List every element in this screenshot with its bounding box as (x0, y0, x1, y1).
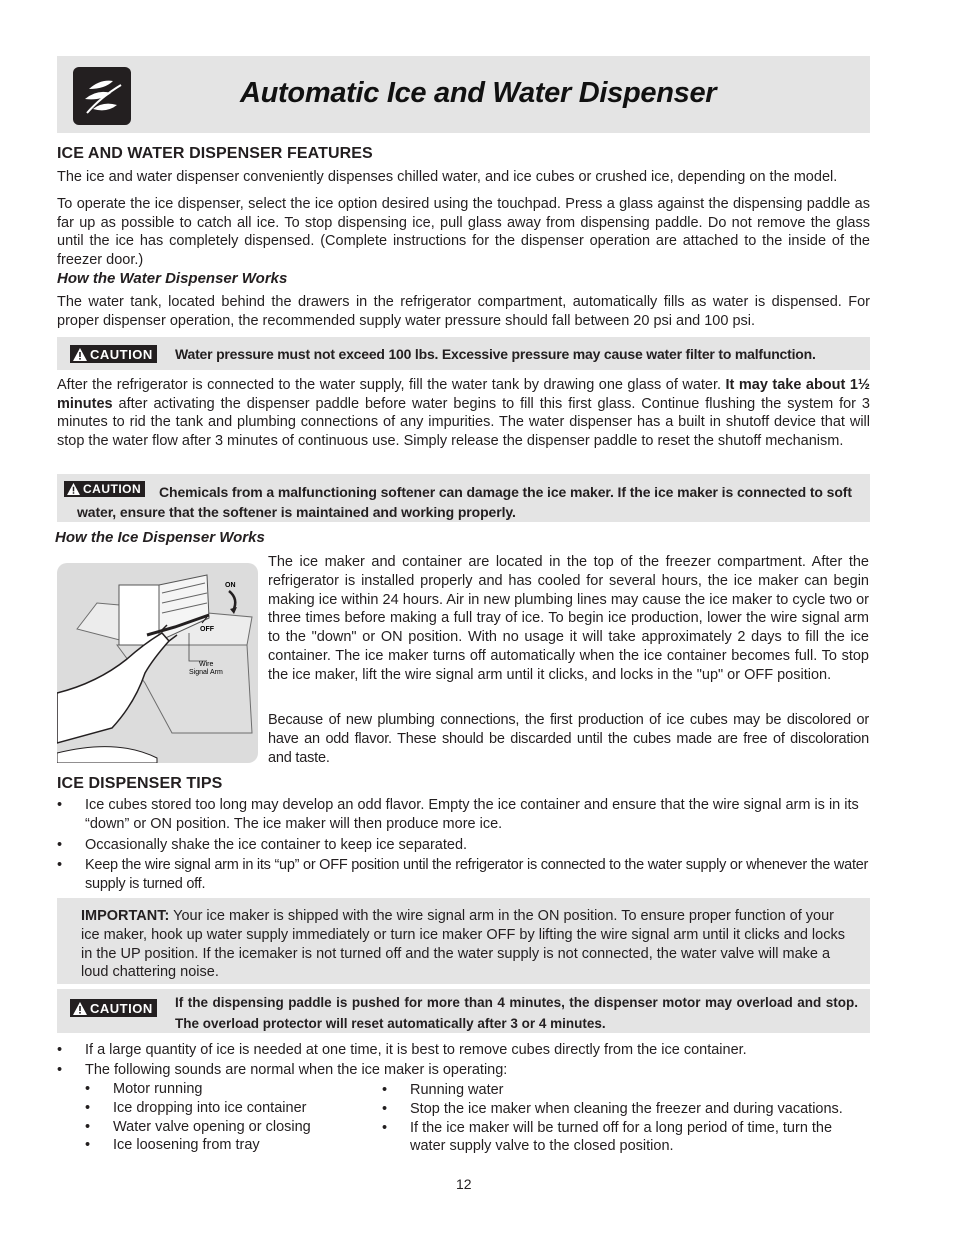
list-item: • The following sounds are normal when the ice maker is operating: (85, 1061, 870, 1080)
important-label: IMPORTANT: (81, 908, 170, 924)
figure-label-signal-arm: Signal Arm (189, 669, 223, 676)
list-item: • Water valve opening or closing (113, 1118, 373, 1137)
list-item: • Ice cubes stored too long may develop an odd flavor. Empty the ice container and ensure that the wire signal arm is in its “down” or ON position. The ice maker will then produce more ice. (85, 796, 870, 834)
tips-list (85, 796, 870, 894)
caution-label: CAUTION (83, 482, 142, 496)
page-title: Automatic Ice and Water Dispenser (240, 77, 717, 109)
water-heading: How the Water Dispenser Works (57, 270, 288, 287)
ice-maker-figure (57, 563, 258, 763)
list-item: • Occasionally shake the ice container to keep ice separated. (85, 836, 870, 855)
caution-label: CAUTION (90, 1000, 153, 1016)
list-item: • Ice dropping into ice container (113, 1099, 373, 1118)
tips-heading: ICE DISPENSER TIPS (57, 775, 223, 792)
figure-label-off: OFF (200, 626, 214, 633)
figure-label-wire: Wire (199, 661, 214, 668)
ice-leaves-logo-icon (73, 67, 131, 125)
features-heading: ICE AND WATER DISPENSER FEATURES (57, 145, 373, 162)
list-item: • If a large quantity of ice is needed at one time, it is best to remove cubes directly from the ice container. (85, 1041, 870, 1060)
features-paragraph-2: To operate the ice dispenser, select the ice option desired using the touchpad. Press a glass against the dispensing paddle as far up as possible to catch all ice. To stop dispensing ice, pull glass away from dispensing paddle. Do not remove the glass until the ice has completely dispensed. (Complete instructions for the dispenser operation are attached to the inside of the freezer door.) (57, 196, 870, 268)
page-number: 12 (456, 1176, 472, 1192)
water-paragraph-2-bold: It may take about 1½ minutes (57, 377, 870, 412)
list-item: • Stop the ice maker when cleaning the freezer and during vacations. (410, 1100, 870, 1119)
caution-badge-1 (70, 345, 157, 366)
caution-label: CAUTION (90, 346, 153, 362)
caution-badge-3 (70, 999, 157, 1020)
ice-paragraph-2: Because of new plumbing connections, the first production of ice cubes may be discolored or have an odd flavor. These should be discarded until the cubes made are free of discoloration and taste. (268, 712, 869, 766)
features-paragraph-1: The ice and water dispenser conveniently dispenses chilled water, and ice cubes or crushed ice, depending on the model. (57, 169, 838, 185)
caution-text-1: Water pressure must not exceed 100 lbs. Excessive pressure may cause water filter to malfunction. (175, 346, 816, 362)
important-text: Your ice maker is shipped with the wire signal arm in the ON position. To ensure proper function of your ice maker, hook up water supply immediately or turn ice maker OFF by lifting the wire signal arm until it clicks and locks in the UP position. If the icemaker is not turned off and the water supply is not connected, the water valve will make a loud chattering noise. (81, 908, 845, 981)
caution-text-2: Chemicals from a malfunctioning softener can damage the ice maker. If the ice maker is connected to soft water, ensure that the softener is maintained and working properly. (77, 484, 852, 520)
caution-text-3: If the dispensing paddle is pushed for more than 4 minutes, the dispenser motor may overload and stop. The overload protector will reset automatically after 3 or 4 minutes. (175, 995, 858, 1031)
water-paragraph-2-b: after activating the dispenser paddle before water begins to fill this first glass. Continue flushing the system for 3 minutes to rid the tank and plumbing connections of any impurities. The water dispenser has a built in shutoff device that will stop the water flow after 3 minutes of continuous use. Simply release the dispenser paddle to reset the shutoff mechanism. (57, 395, 870, 449)
water-paragraph-1: The water tank, located behind the drawers in the refrigerator compartment, automatically fills as water is dispensed. For proper dispenser operation, the recommended supply water pressure should fall between 20 psi and 100 psi. (57, 294, 870, 329)
list-item: • If the ice maker will be turned off for a long period of time, turn the water supply valve to the closed position. (410, 1119, 870, 1157)
list-item: • Running water (410, 1081, 870, 1100)
list-item: • Ice loosening from tray (113, 1136, 373, 1155)
figure-label-on: ON (225, 582, 236, 589)
important-note (81, 907, 856, 982)
ice-heading: How the Ice Dispenser Works (55, 529, 265, 546)
more-tips-list (85, 1041, 870, 1080)
list-item: • Keep the wire signal arm in its “up” or OFF position until the refrigerator is connected to the water supply or whenever the water supply is turned off. (85, 856, 870, 894)
water-paragraph-2-a: After the refrigerator is connected to the water supply, fill the water tank by drawing one glass of water. (57, 377, 726, 393)
sounds-list-left (113, 1080, 373, 1155)
water-paragraph-2 (57, 376, 870, 450)
sounds-list-right (410, 1081, 870, 1156)
warning-triangle-icon (73, 348, 87, 361)
list-item: • Motor running (113, 1080, 373, 1099)
ice-paragraph-1: The ice maker and container are located in the top of the freezer compartment. After the refrigerator is installed properly and has cooled for several hours, the ice maker can begin making ice within 24 hours. Air in new plumbing lines may cause the ice maker to cycle two or three times before making a full tray of ice. To begin ice production, lower the wire signal arm to the "down" or ON position. With no usage it will take approximately 2 days to fill the ice container. The ice maker turns off automatically when the ice container becomes full. To stop the ice maker, lift the wire signal arm until it clicks, and locks in the "up" or OFF position. (268, 554, 869, 683)
warning-triangle-icon (73, 1002, 87, 1015)
